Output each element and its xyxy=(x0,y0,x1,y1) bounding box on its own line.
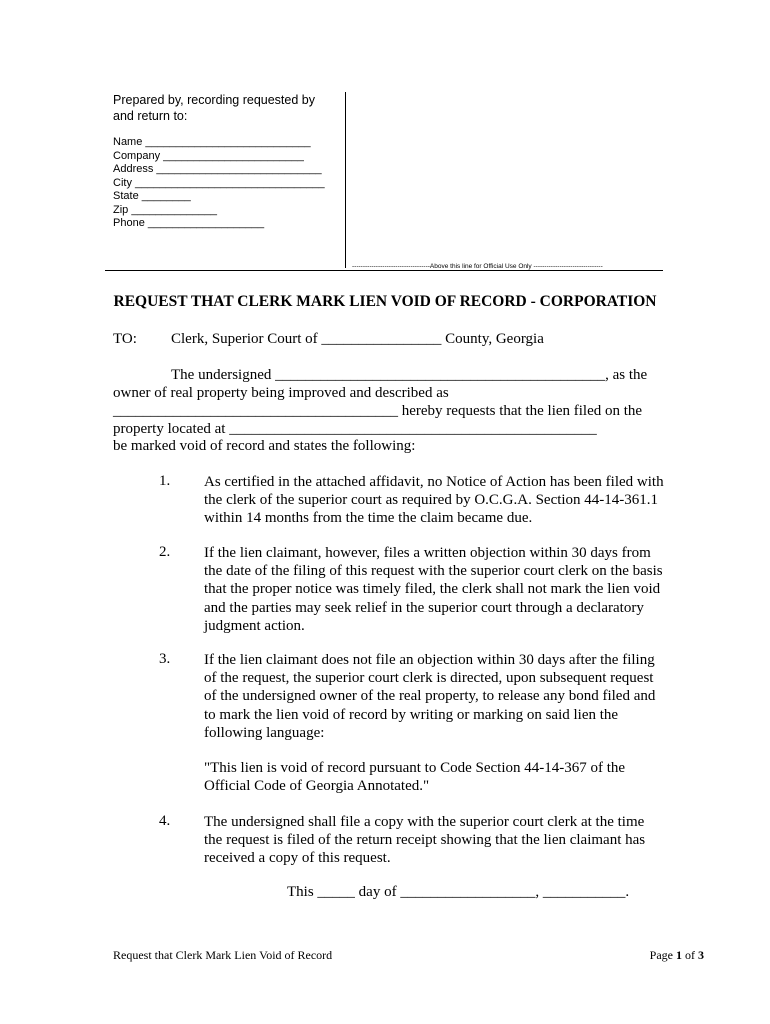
list-item: As certified in the attached affidavit, no Notice of Action has been filed with the clerk of the superior court as required by O.C.G.A. Section 44-14-361.1 within 14 months from the time the claim became due. xyxy=(204,474,664,527)
page-current: 1 xyxy=(676,948,682,962)
intro-line[interactable]: property located at _________________________________________________ xyxy=(113,421,597,437)
state-field[interactable]: State ________ xyxy=(113,190,191,202)
company-field[interactable]: Company _______________________ xyxy=(113,150,304,162)
item-number: 1. xyxy=(159,473,171,489)
header-horizontal-divider xyxy=(105,270,663,271)
list-item: The undersigned shall file a copy with the superior court clerk at the time the request is filed of the return receipt showing that the lien claimant has received a copy of this request. xyxy=(204,814,646,867)
item-number: 3. xyxy=(159,651,171,667)
page-of: of xyxy=(682,948,698,962)
city-field[interactable]: City _______________________________ xyxy=(113,177,325,189)
footer-title: Request that Clerk Mark Lien Void of Record xyxy=(113,948,333,962)
page-prefix: Page xyxy=(649,948,676,962)
to-clerk-line[interactable]: Clerk, Superior Court of ________________ County, Georgia xyxy=(171,331,544,347)
intro-line: be marked void of record and states the following: xyxy=(113,438,416,454)
date-line[interactable]: This _____ day of __________________, ___________. xyxy=(287,884,630,900)
official-use-line: ------------------------------------Above this line for Official Use Only -------------------------------- xyxy=(352,263,603,270)
address-field[interactable]: Address ___________________________ xyxy=(113,163,322,175)
document-title: REQUEST THAT CLERK MARK LIEN VOID OF RECORD - CORPORATION xyxy=(113,293,657,310)
prepared-by-heading: Prepared by, recording requested by and return to: xyxy=(113,93,315,123)
page-total: 3 xyxy=(698,948,704,962)
name-field[interactable]: Name ___________________________ xyxy=(113,136,311,148)
to-label: TO: xyxy=(113,331,137,347)
list-item: If the lien claimant, however, files a written objection within 30 days from the date of the filing of this request with the superior court clerk on the basis that the proper notice was timely filed, the clerk shall not mark the lien void and the parties may seek relief in the superior court through a declaratory judgment action. xyxy=(204,545,663,634)
page-number xyxy=(650,948,704,963)
phone-field[interactable]: Phone ___________________ xyxy=(113,217,265,229)
intro-line[interactable]: The undersigned ____________________________________________, as the xyxy=(171,367,648,383)
list-item: If the lien claimant does not file an objection within 30 days after the filing of the request, the superior court clerk is directed, upon subsequent request of the undersigned owner of the real property, to release any bond filed and to mark the lien void of record by writing or marking on said lien the following language: xyxy=(204,652,656,741)
item-number: 2. xyxy=(159,544,171,560)
quoted-language: "This lien is void of record pursuant to Code Section 44-14-367 of the Official Code of Georgia Annotated." xyxy=(204,760,626,795)
intro-line: owner of real property being improved and described as xyxy=(113,385,449,401)
zip-field[interactable]: Zip ______________ xyxy=(113,204,217,216)
header-vertical-divider xyxy=(345,92,346,268)
intro-line[interactable]: ______________________________________ hereby requests that the lien filed on the xyxy=(113,403,643,419)
item-number: 4. xyxy=(159,813,171,829)
